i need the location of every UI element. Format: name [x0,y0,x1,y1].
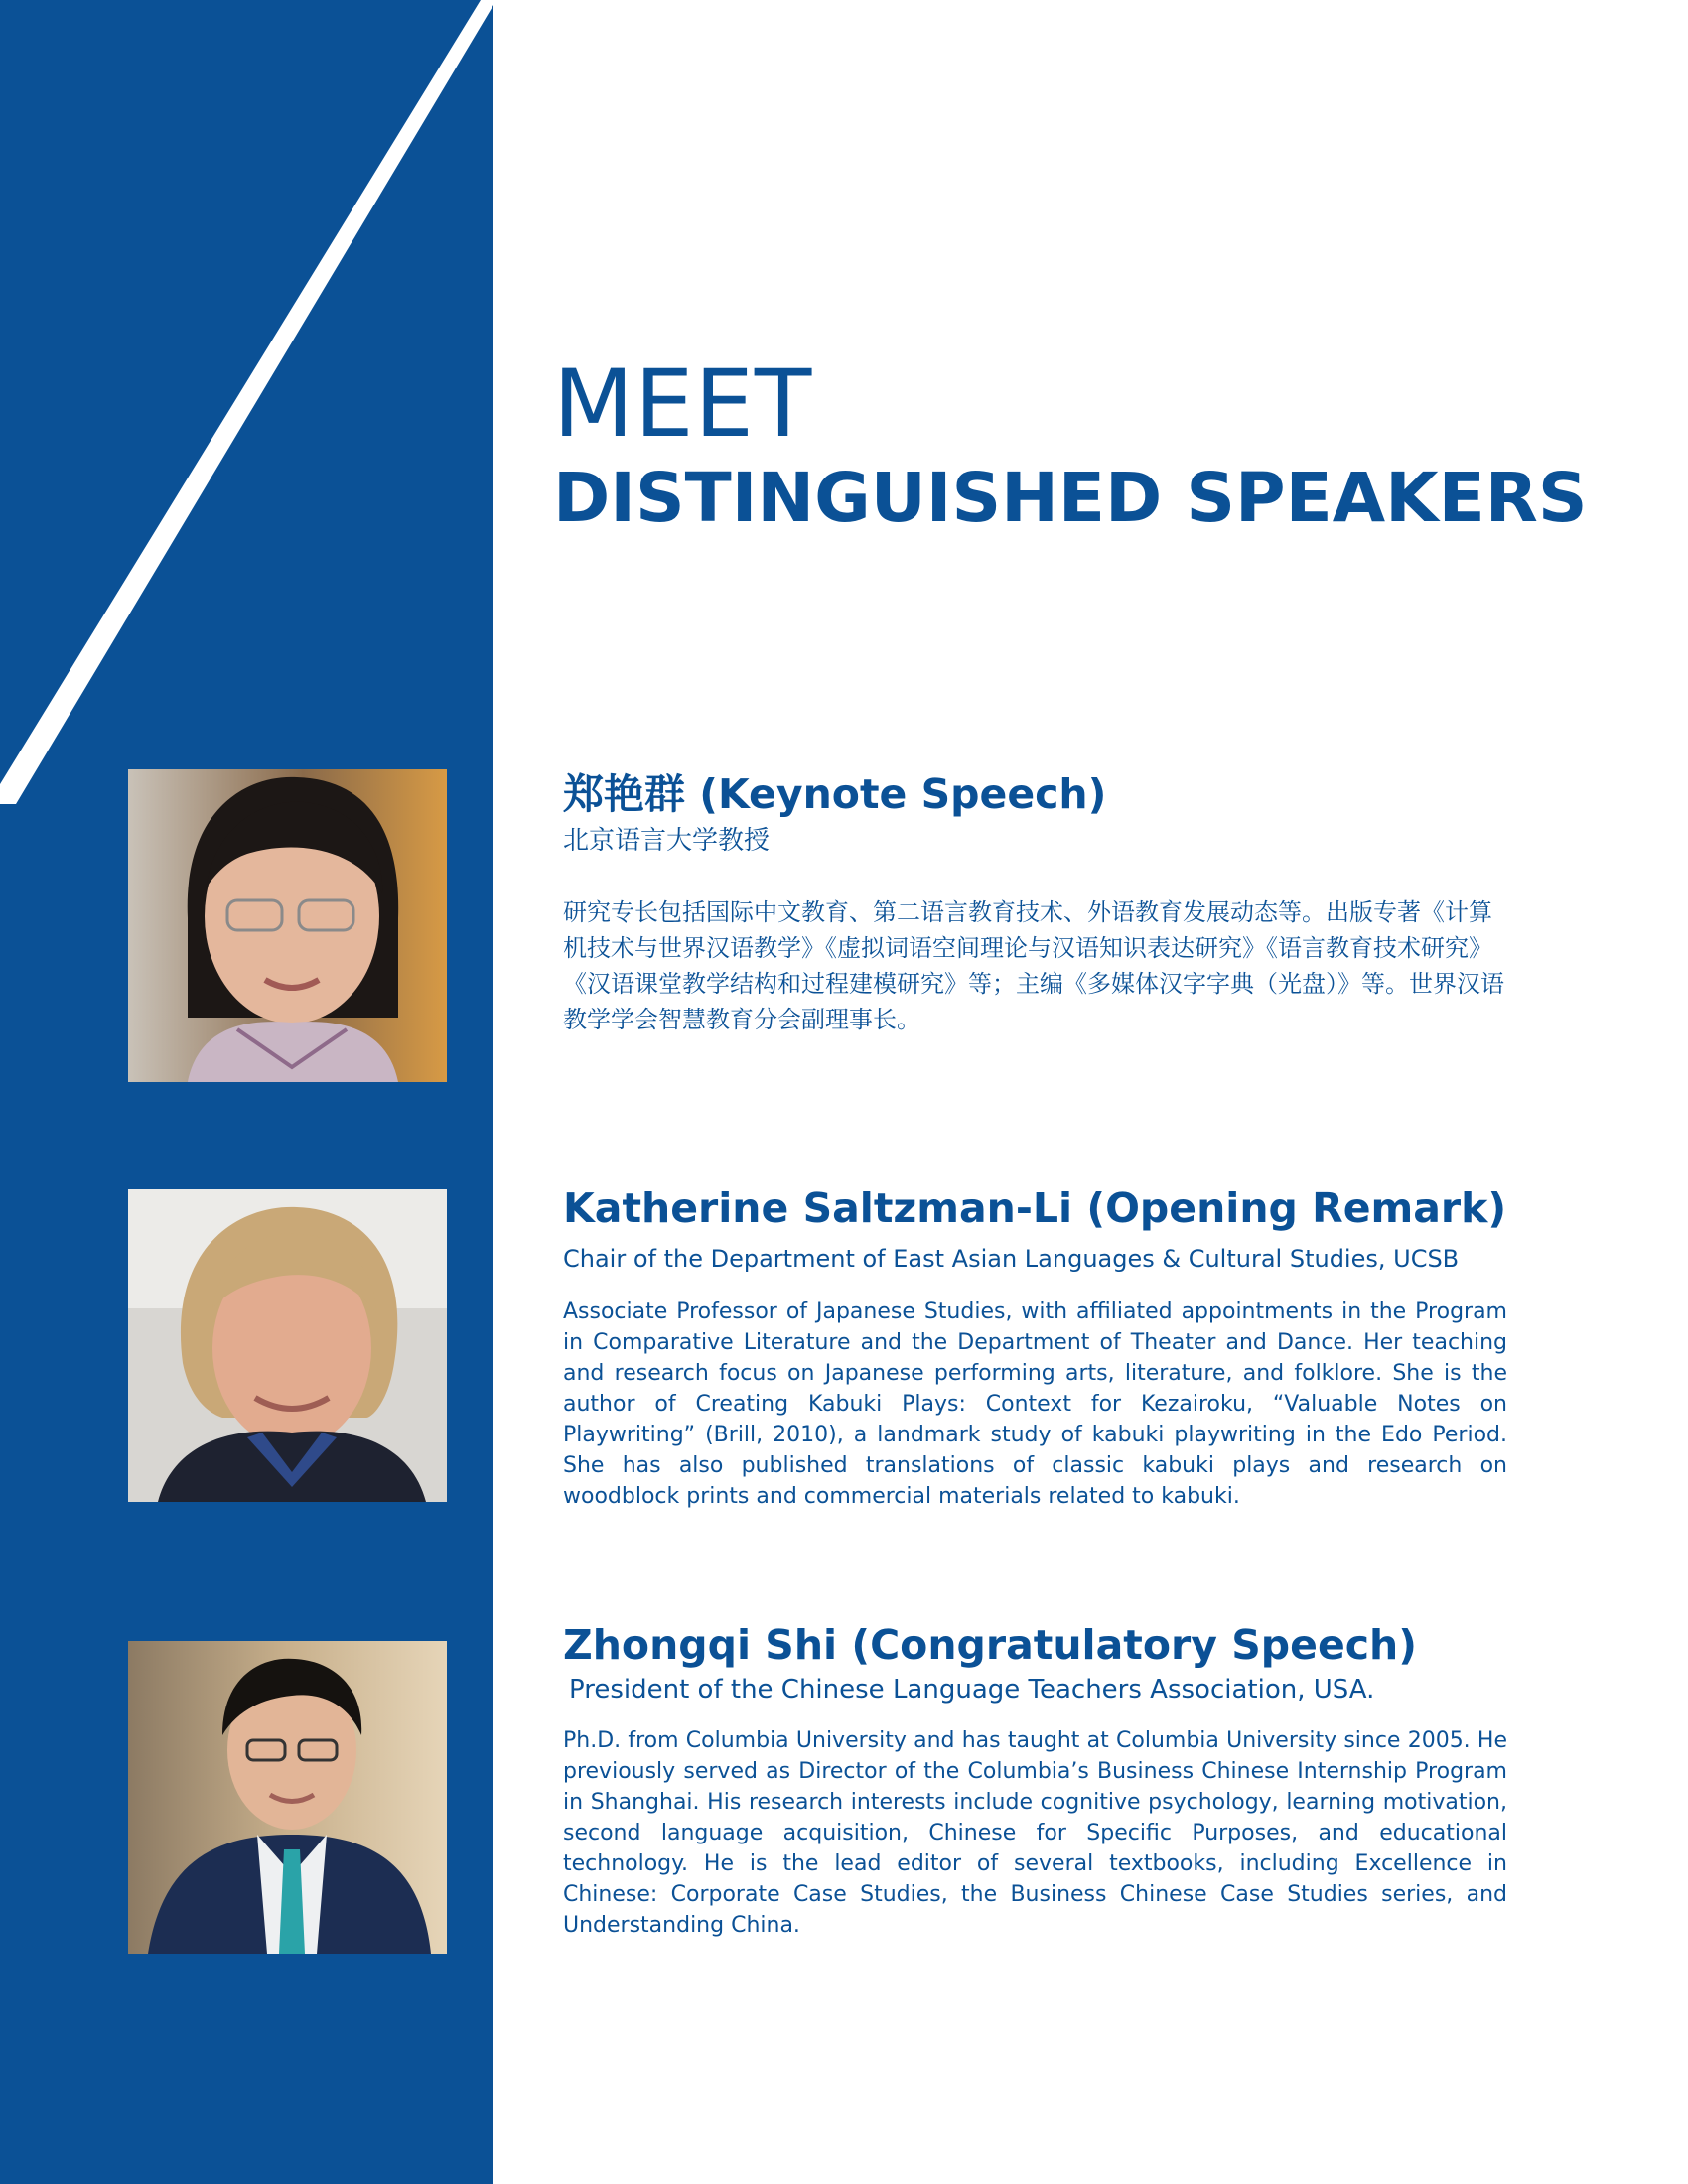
heading-meet: MEET [553,350,813,459]
speaker-block-3 [563,1620,1507,1941]
speaker-photo-3 [128,1641,447,1954]
speaker-block-1 [563,769,1507,1037]
speaker-title: President of the Chinese Language Teachers Association, USA. [569,1675,1375,1705]
speaker-bio: Ph.D. from Columbia University and has taught at Columbia University since 2005. He previously served as Director of the Columbia’s Business Chinese Internship Program in Shanghai. His research interests include cognitive psychology, learning motivation, second language acquisition, Chinese for Specific Purposes, and educational technology. He is the lead editor of several textbooks, including Excellence in Chinese: Corporate Case Studies, the Business Chinese Case Studies series, and Understanding China. [563,1728,1507,1938]
speaker-name: 郑艳群 (Keynote Speech) [563,770,1107,818]
speaker-name: Katherine Saltzman-Li (Opening Remark) [563,1184,1507,1232]
speaker-bio: 研究专长包括国际中文教育、第二语言教育技术、外语教育发展动态等。出版专著《计算机技术与世界汉语教学》《虚拟词语空间理论与汉语知识表达研究》《语言教育技术研究》《汉语课堂教学结构和过程建模研究》等；主编《多媒体汉字字典（光盘）》等。世界汉语教学学会智慧教育分会副理事长。 [563,898,1504,1033]
speaker-title: 北京语言大学教授 [563,826,771,856]
page-heading [553,352,1588,538]
speaker-title: Chair of the Department of East Asian Languages & Cultural Studies, UCSB [563,1245,1460,1273]
speaker-name: Zhongqi Shi (Congratulatory Speech) [563,1621,1417,1669]
speaker-bio: Associate Professor of Japanese Studies, with affiliated appointments in the Program in Comparative Literature and the Department of Theater and Dance. Her teaching and research focus on Japanese performing arts, literature, and folklore. She is the author of Creating Kabuki Plays: Context for Kezairoku, “Valuable Notes on Playwriting” (Brill, 2010), a landmark study of kabuki playwriting in the Edo Period. She has also published translations of classic kabuki plays and research on woodblock prints and commercial materials related to kabuki. [563,1299,1507,1509]
speaker-photo-1 [128,769,447,1082]
speaker-block-2 [563,1183,1507,1512]
speaker-photo-2 [128,1189,447,1502]
heading-main: DISTINGUISHED SPEAKERS [553,459,1588,538]
diagonal-stripe [0,0,493,814]
